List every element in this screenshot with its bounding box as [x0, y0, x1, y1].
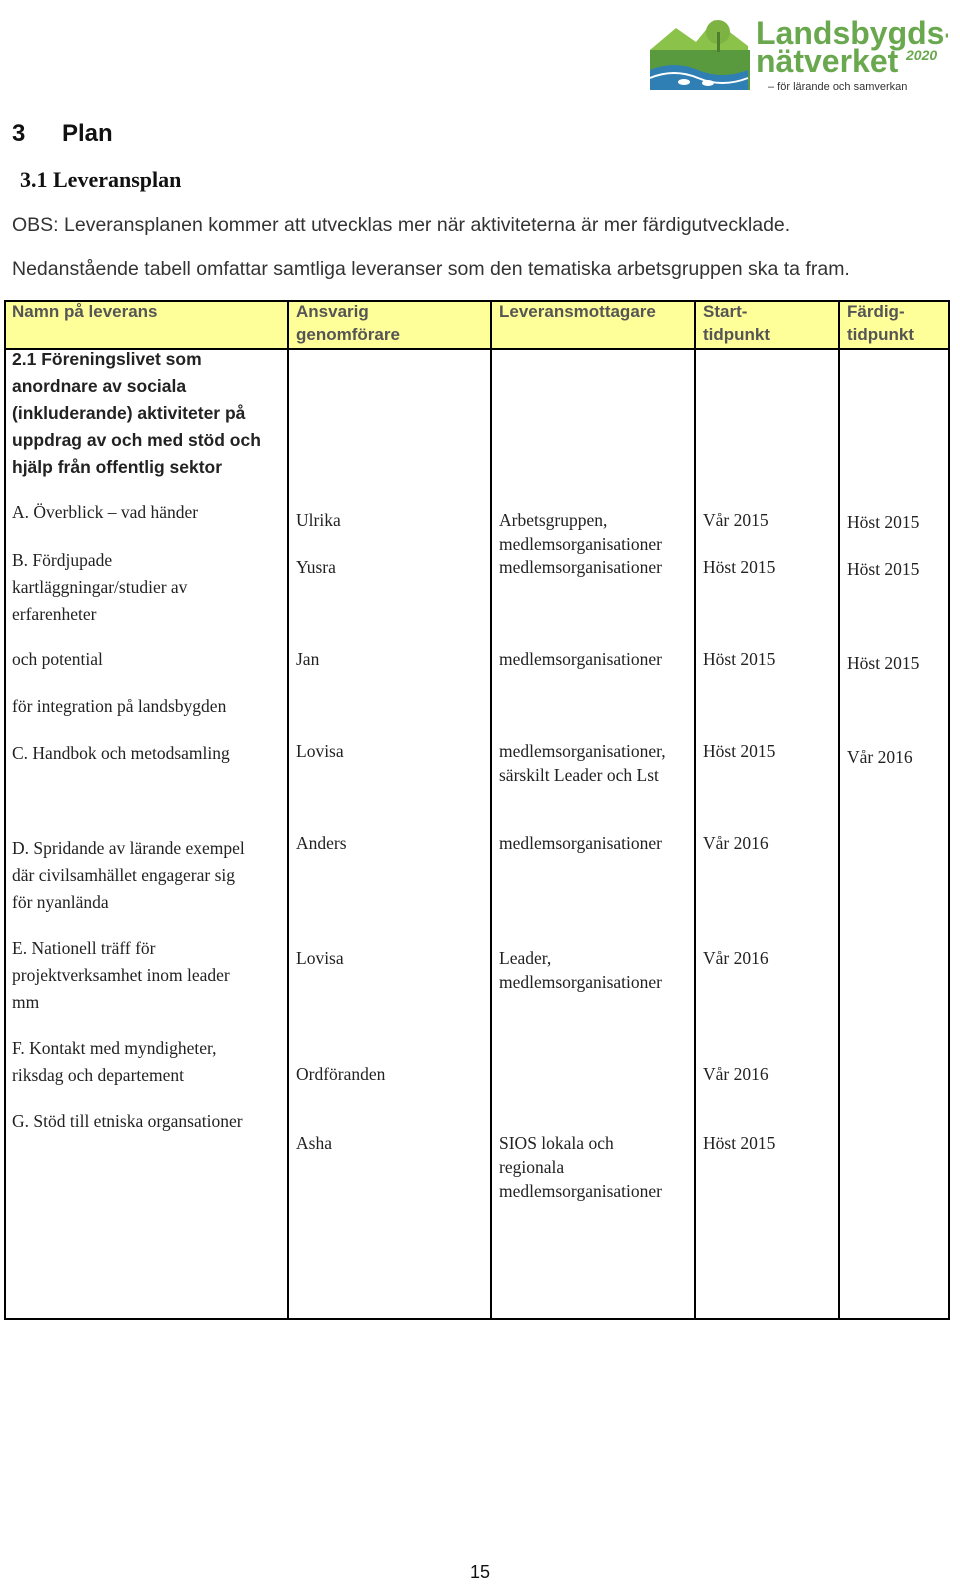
row-e-name [12, 935, 230, 1016]
row-b2-start: Höst 2015 [703, 649, 776, 669]
row-b-name-line1: B. Fördjupade [12, 550, 113, 570]
row-d-name [12, 835, 245, 916]
row-f-name [12, 1035, 216, 1089]
row-d-name-line3: för nyanlända [12, 892, 109, 912]
table-column-divider [287, 300, 289, 1320]
row-f-responsible: Ordföranden [296, 1064, 386, 1084]
row-b-name-line2: kartläggningar/studier av [12, 577, 188, 597]
row-e-receiver-line2: medlemsorganisationer [499, 972, 662, 992]
header-end-line1: Färdig- [847, 302, 905, 321]
row-d-start: Vår 2016 [703, 833, 769, 853]
section-line: anordnare av sociala [12, 376, 187, 396]
row-b-end: Höst 2015 [847, 559, 920, 579]
row-d-name-line1: D. Spridande av lärande exempel [12, 838, 245, 858]
row-c-receiver-line2: särskilt Leader och Lst [499, 765, 659, 785]
row-a-name: A. Överblick – vad händer [12, 502, 199, 522]
row-g-receiver [499, 1131, 662, 1203]
landsbygdsnatverket-logo [648, 6, 948, 94]
row-e-start: Vår 2016 [703, 948, 769, 968]
section-line: 2.1 Föreningslivet som [12, 349, 202, 369]
intro-paragraph-1: OBS: Leveransplanen kommer att utvecklas mer när aktiviteterna är mer färdigutvecklade. [12, 214, 791, 236]
header-responsible-line2: genomförare [296, 325, 400, 344]
row-g-name: G. Stöd till etniska organsationer [12, 1111, 243, 1131]
row-c-end: Vår 2016 [847, 747, 913, 767]
logo-year: 2020 [906, 47, 938, 63]
row-f-start: Vår 2016 [703, 1064, 769, 1084]
header-responsible-line1: Ansvarig [296, 302, 369, 321]
section-title [12, 346, 261, 481]
row-e-receiver-line1: Leader, [499, 948, 552, 968]
row-a-receiver-line2: medlemsorganisationer [499, 534, 662, 554]
header-start [703, 300, 770, 346]
row-d-receiver: medlemsorganisationer [499, 833, 662, 853]
row-c-responsible: Lovisa [296, 741, 344, 761]
row-b2-receiver: medlemsorganisationer [499, 649, 662, 669]
row-b-responsible: Yusra [296, 557, 336, 577]
row-b3-name: för integration på landsbygden [12, 696, 227, 716]
chapter-title: Plan [62, 120, 113, 147]
row-g-start: Höst 2015 [703, 1133, 776, 1153]
table-column-divider [694, 300, 696, 1320]
table-column-divider [838, 300, 840, 1320]
intro-paragraph-2: Nedanstående tabell omfattar samtliga leveranser som den tematiska arbetsgruppen ska ta fram. [12, 258, 850, 280]
row-b2-responsible: Jan [296, 649, 320, 669]
row-a-receiver-line1: Arbetsgruppen, [499, 510, 608, 530]
logo-line2: nätverket [756, 43, 899, 79]
row-c-receiver-line1: medlemsorganisationer, [499, 741, 666, 761]
row-g-receiver-line2: regionala [499, 1157, 565, 1177]
table-column-divider [490, 300, 492, 1320]
section-line: hjälp från offentlig sektor [12, 457, 223, 477]
section-heading: 3.1 Leveransplan [20, 167, 182, 192]
header-end-line2: tidpunkt [847, 325, 915, 344]
row-g-receiver-line3: medlemsorganisationer [499, 1181, 662, 1201]
row-b2-end: Höst 2015 [847, 653, 920, 673]
header-receiver: Leveransmottagare [499, 302, 656, 321]
row-a-end: Höst 2015 [847, 512, 920, 532]
header-end [847, 300, 914, 346]
row-b2-name: och potential [12, 649, 103, 669]
row-d-responsible: Anders [296, 833, 347, 853]
row-c-start: Höst 2015 [703, 741, 776, 761]
header-start-line2: tidpunkt [703, 325, 771, 344]
row-e-responsible: Lovisa [296, 948, 344, 968]
row-g-receiver-line1: SIOS lokala och [499, 1133, 614, 1153]
row-e-name-line3: mm [12, 992, 40, 1012]
row-f-name-line1: F. Kontakt med myndigheter, [12, 1038, 217, 1058]
row-a-responsible: Ulrika [296, 510, 341, 530]
row-b-receiver: medlemsorganisationer [499, 557, 662, 577]
row-g-responsible: Asha [296, 1133, 332, 1153]
section-line: uppdrag av och med stöd och [12, 430, 261, 450]
row-c-name: C. Handbok och metodsamling [12, 743, 230, 763]
row-e-name-line1: E. Nationell träff för [12, 938, 156, 958]
row-d-name-line2: där civilsamhället engagerar sig [12, 865, 236, 885]
row-c-receiver [499, 739, 666, 787]
page-number: 15 [470, 1562, 491, 1582]
logo-line1: Landsbygds- [756, 15, 948, 51]
header-name: Namn på leverans [12, 302, 158, 321]
header-start-line1: Start- [703, 302, 748, 321]
logo-tagline: – för lärande och samverkan [768, 81, 908, 93]
header-responsible [296, 300, 400, 346]
chapter-number: 3 [12, 120, 26, 147]
row-e-name-line2: projektverksamhet inom leader [12, 965, 230, 985]
row-e-receiver [499, 946, 662, 994]
row-f-name-line2: riksdag och departement [12, 1065, 185, 1085]
row-b-name [12, 547, 187, 628]
section-line: (inkluderande) aktiviteter på [12, 403, 246, 423]
row-b-start: Höst 2015 [703, 557, 776, 577]
row-a-start: Vår 2015 [703, 510, 769, 530]
row-b-name-line3: erfarenheter [12, 604, 97, 624]
row-a-receiver [499, 508, 662, 556]
chapter-heading [12, 120, 113, 148]
